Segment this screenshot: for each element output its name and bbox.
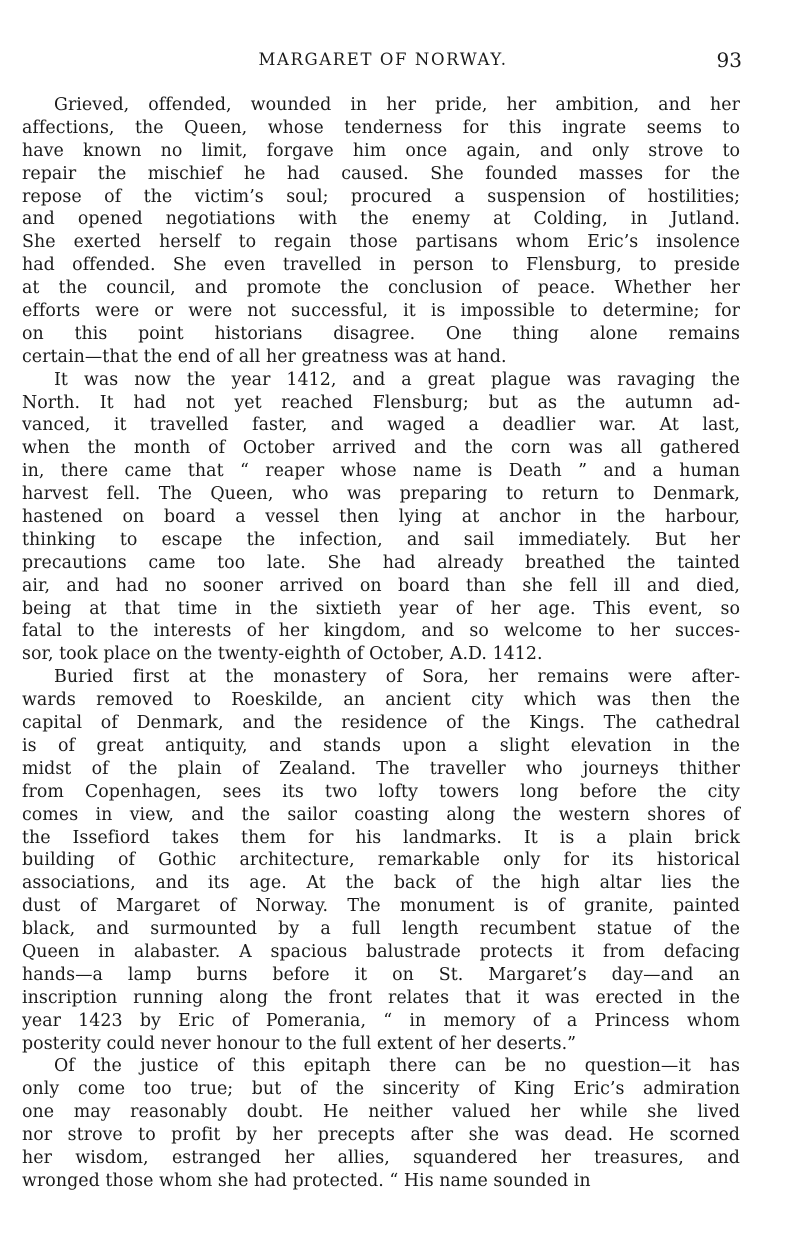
text-line: hands—a lamp burns before it on St. Margaret’s day—and an xyxy=(22,964,740,985)
text-line: Grieved, offended, wounded in her pride, her ambition, and her xyxy=(54,95,740,115)
text-line: black, and surmounted by a full length recumbent statue of the xyxy=(22,919,740,940)
text-line: in, there came that “ reaper whose name is Death ” and a human xyxy=(22,461,740,482)
text-line: had offended. She even travelled in person to Flensburg, to preside xyxy=(22,255,740,276)
text-line: Queen in alabaster. A spacious balustrade protects it from defacing xyxy=(22,941,740,962)
text-line: affections, the Queen, whose tenderness for this ingrate seems to xyxy=(22,117,740,138)
text-line: the Issefiord takes them for his landmarks. It is a plain brick xyxy=(22,827,740,848)
text-line: certain—that the end of all her greatness was at hand. xyxy=(22,346,507,367)
text-line: Buried first at the monastery of Sora, her remains were after- xyxy=(54,667,740,688)
text-line: associations, and its age. At the back of the high altar lies the xyxy=(22,873,740,894)
text-line: have known no limit, forgave him once again, and only strove to xyxy=(22,140,740,161)
text-line: sor, took place on the twenty-eighth of October, A.D. 1412. xyxy=(22,644,543,665)
text-line: She exerted herself to regain those partisans whom Eric’s insolence xyxy=(22,232,740,253)
text-line: Of the justice of this epitaph there can be no question—it has xyxy=(54,1056,740,1077)
text-line: repose of the victim’s soul; procured a suspension of hostilities; xyxy=(22,186,740,207)
text-line: when the month of October arrived and the corn was all gathered xyxy=(22,438,740,459)
text-line: midst of the plain of Zealand. The traveller who journeys thither xyxy=(22,758,740,779)
text-line: North. It had not yet reached Flensburg; but as the autumn ad- xyxy=(22,392,740,413)
text-line: at the council, and promote the conclusion of peace. Whether her xyxy=(22,278,740,299)
text-line: from Copenhagen, sees its two lofty towers long before the city xyxy=(22,781,740,802)
text-line: inscription running along the front relates that it was erected in the xyxy=(22,987,740,1008)
page-number: 93 xyxy=(716,48,742,72)
text-line: nor strove to profit by her precepts after she was dead. He scorned xyxy=(22,1125,740,1146)
text-line: It was now the year 1412, and a great plague was ravaging the xyxy=(54,369,740,390)
running-title: MARGARET OF NORWAY. xyxy=(258,50,508,69)
text-line: capital of Denmark, and the residence of the Kings. The cathedral xyxy=(22,713,740,734)
text-line: precautions came too late. She had already breathed the tainted xyxy=(22,552,740,573)
text-line: wards removed to Roeskilde, an ancient city which was then the xyxy=(22,690,740,711)
text-line: thinking to escape the infection, and sail immediately. But her xyxy=(22,529,740,550)
text-line: wronged those whom she had protected. “ His name sounded in xyxy=(22,1170,591,1191)
text-line: vanced, it travelled faster, and waged a deadlier war. At last, xyxy=(22,415,740,436)
text-line: and opened negotiations with the enemy at Colding, in Jutland. xyxy=(22,209,740,230)
text-line: fatal to the interests of her kingdom, and so welcome to her succes- xyxy=(22,621,740,642)
text-line: posterity could never honour to the full extent of her deserts.” xyxy=(22,1033,577,1054)
text-line: year 1423 by Eric of Pomerania, “ in memory of a Princess whom xyxy=(22,1010,740,1031)
page-header xyxy=(24,48,742,78)
body-text xyxy=(22,94,740,1193)
text-line: her wisdom, estranged her allies, squandered her treasures, and xyxy=(22,1147,740,1168)
text-line: dust of Margaret of Norway. The monument is of granite, painted xyxy=(22,896,740,917)
text-line: hastened on board a vessel then lying at anchor in the harbour, xyxy=(22,507,740,528)
text-line: harvest fell. The Queen, who was preparing to return to Denmark, xyxy=(22,484,740,505)
text-line: only come too true; but of the sincerity of King Eric’s admiration xyxy=(22,1079,740,1100)
text-line: efforts were or were not successful, it is impossible to determine; for xyxy=(22,301,740,322)
text-line: air, and had no sooner arrived on board than she fell ill and died, xyxy=(22,575,740,596)
text-line: repair the mischief he had caused. She founded masses for the xyxy=(22,163,740,184)
text-line: comes in view, and the sailor coasting along the western shores of xyxy=(22,804,740,825)
text-line: is of great antiquity, and stands upon a slight elevation in the xyxy=(22,735,740,756)
text-line: building of Gothic architecture, remarkable only for its historical xyxy=(22,850,740,871)
text-line: being at that time in the sixtieth year of her age. This event, so xyxy=(22,598,740,619)
text-line: one may reasonably doubt. He neither valued her while she lived xyxy=(22,1102,740,1123)
text-line: on this point historians disagree. One thing alone remains xyxy=(22,323,740,344)
